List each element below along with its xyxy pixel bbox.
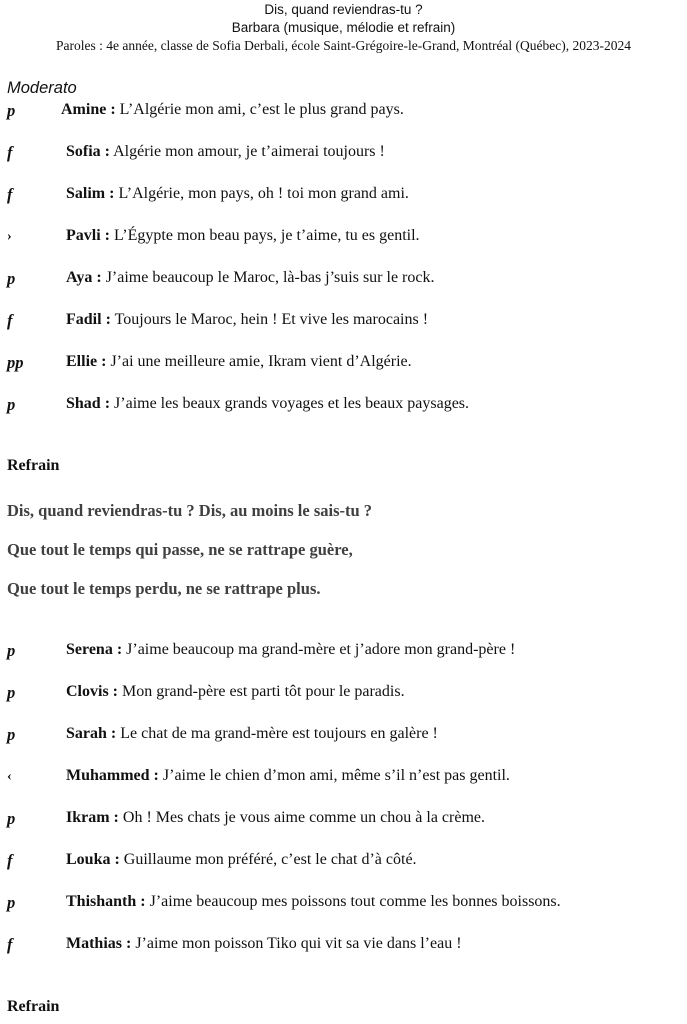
lyric-line [0, 935, 687, 957]
lyric-body: J’aime beaucoup le Maroc, là-bas j’suis sur le rock. [101, 269, 435, 286]
lyric-text [66, 143, 385, 161]
song-title: Dis, quand reviendras-tu ? [264, 2, 423, 17]
lyric-body: Guillaume mon préféré, c’est le chat d’à côté. [119, 851, 417, 868]
lyric-body: J’ai une meilleure amie, Ikram vient d’Algérie. [106, 353, 412, 370]
lyric-line [0, 851, 687, 873]
lyric-line [0, 311, 687, 333]
lyric-body: J’aime beaucoup ma grand-mère et j’adore mon grand-père ! [122, 641, 516, 658]
lyric-line [0, 101, 687, 123]
speaker-name: Shad : [66, 395, 111, 412]
lyric-text [66, 641, 515, 659]
speaker-name: Fadil : [66, 311, 111, 328]
lyric-text [66, 227, 420, 245]
refrain-line: Que tout le temps qui passe, ne se rattrape guère, [7, 540, 353, 559]
lyric-text [66, 725, 438, 743]
lyric-text [66, 185, 409, 203]
speaker-name: Amine : [61, 101, 116, 118]
speaker-name: Sofia : [66, 143, 110, 160]
lyric-line [0, 683, 687, 705]
dynamic-marking: f [7, 185, 13, 204]
speaker-name: Serena : [66, 641, 123, 658]
refrain-line: Que tout le temps perdu, ne se rattrape plus. [7, 579, 321, 598]
lyric-body: Toujours le Maroc, hein ! Et vive les marocains ! [110, 311, 429, 328]
speaker-name: Muhammed : [66, 767, 159, 784]
lyric-line [0, 269, 687, 291]
lyric-text [66, 311, 428, 329]
lyric-text [66, 767, 510, 785]
lyric-body: Mon grand-père est parti tôt pour le paradis. [118, 683, 405, 700]
lyric-text [66, 269, 434, 287]
lyric-body: Algérie mon amour, je t’aimerai toujours ! [110, 143, 385, 160]
dynamic-marking: f [7, 935, 13, 954]
refrain-heading-2: Refrain [7, 998, 60, 1015]
refrain-heading: Refrain [7, 457, 60, 474]
speaker-name: Mathias : [66, 935, 132, 952]
song-credits: Paroles : 4e année, classe de Sofia Derbali, école Saint-Grégoire-le-Grand, Montréal (Québec), 2023-2024 [55, 38, 632, 53]
refrain-line: Dis, quand reviendras-tu ? Dis, au moins le sais-tu ? [7, 501, 373, 520]
dynamic-marking: p [7, 641, 16, 660]
dynamic-marking: p [7, 725, 16, 744]
lyric-line [0, 143, 687, 165]
dynamic-marking: p [7, 269, 16, 288]
dynamic-marking: pp [7, 353, 24, 372]
lyric-text [66, 683, 405, 701]
accent-mark: ‹ [7, 769, 12, 784]
dynamic-marking: p [7, 395, 16, 414]
speaker-name: Salim : [66, 185, 115, 202]
lyric-text [66, 353, 412, 371]
lyric-line [0, 353, 687, 375]
lyric-text [66, 935, 462, 953]
lyric-body: Oh ! Mes chats je vous aime comme un chou à la crème. [118, 809, 485, 826]
speaker-name: Clovis : [66, 683, 118, 700]
speaker-name: Louka : [66, 851, 120, 868]
speaker-name: Ikram : [66, 809, 119, 826]
lyric-text [66, 893, 561, 911]
accent-mark: › [7, 229, 12, 244]
lyric-body: L’Égypte mon beau pays, je t’aime, tu es gentil. [110, 227, 420, 244]
speaker-name: Pavli : [66, 227, 110, 244]
lyric-line [0, 809, 687, 831]
song-subtitle: Barbara (musique, mélodie et refrain) [231, 20, 456, 35]
lyric-text [66, 851, 417, 869]
lyric-body: Le chat de ma grand-mère est toujours en galère ! [116, 725, 438, 742]
lyric-line [0, 725, 687, 747]
lyric-line [0, 395, 687, 417]
dynamic-marking: p [7, 809, 16, 828]
dynamic-marking: f [7, 143, 13, 162]
dynamic-marking: f [7, 851, 13, 870]
lyric-text [61, 101, 404, 119]
lyric-text [66, 809, 485, 827]
dynamic-marking: p [7, 893, 16, 912]
lyric-body: J’aime les beaux grands voyages et les beaux paysages. [110, 395, 470, 412]
dynamic-marking: p [7, 683, 16, 702]
dynamic-marking: f [7, 311, 13, 330]
lyric-line [0, 185, 687, 207]
lyric-line [0, 893, 687, 915]
lyric-line [0, 767, 687, 789]
lyric-line [0, 227, 687, 249]
speaker-name: Aya : [66, 269, 102, 286]
speaker-name: Sarah : [66, 725, 117, 742]
speaker-name: Ellie : [66, 353, 107, 370]
lyric-body: J’aime le chien d’mon ami, même s’il n’est pas gentil. [158, 767, 510, 784]
dynamic-marking: p [7, 101, 16, 120]
lyric-body: J’aime beaucoup mes poissons tout comme les bonnes boissons. [145, 893, 561, 910]
tempo-marking: Moderato [7, 79, 77, 97]
lyric-text [66, 395, 469, 413]
lyric-body: L’Algérie mon ami, c’est le plus grand pays. [115, 101, 404, 118]
speaker-name: Thishanth : [66, 893, 146, 910]
lyric-body: L’Algérie, mon pays, oh ! toi mon grand ami. [114, 185, 409, 202]
lyric-line [0, 641, 687, 663]
lyric-body: J’aime mon poisson Tiko qui vit sa vie dans l’eau ! [131, 935, 462, 952]
